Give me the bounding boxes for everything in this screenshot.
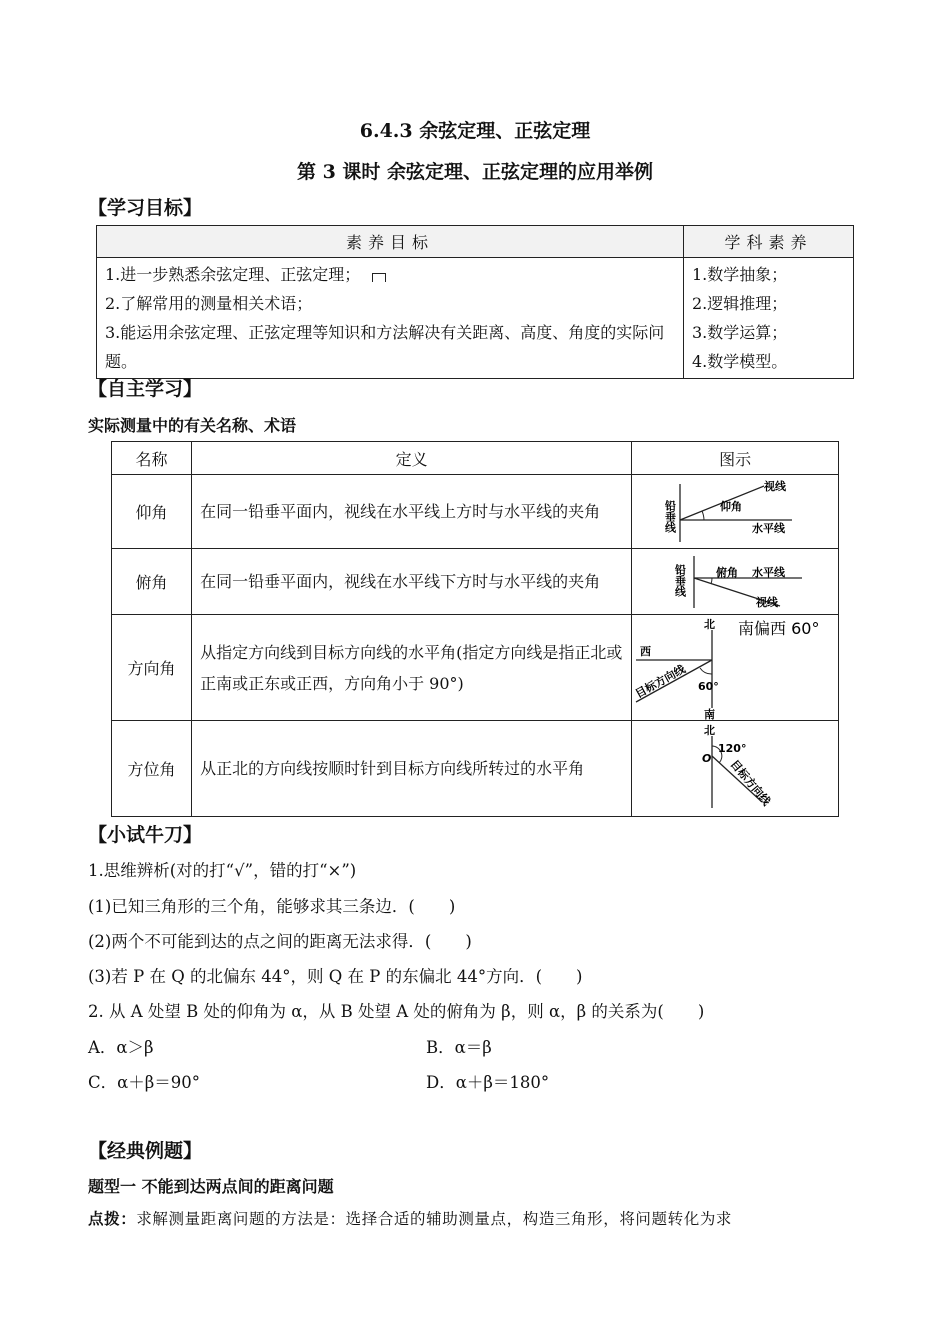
deg120-label: 120°: [718, 741, 747, 755]
term-definition: 在同一铅垂平面内，视线在水平线上方时与水平线的夹角: [192, 475, 632, 549]
target-line-label: 目标方向线: [727, 757, 774, 808]
literacy-item: 3.数学运算；: [692, 323, 788, 342]
terms-table: [111, 441, 839, 817]
literacy-item: 2.逻辑推理；: [692, 294, 788, 313]
horizontal-label: 水平线: [752, 565, 786, 579]
sight-label: 视线: [756, 595, 779, 609]
tip-paragraph: [88, 1207, 732, 1229]
goal-item: 1.进一步熟悉余弦定理、正弦定理；: [105, 260, 675, 289]
literacy-item: 1.数学抽象；: [692, 265, 788, 284]
literacy-cell: [684, 258, 854, 379]
col-figure-header: 图示: [632, 442, 839, 475]
goals-cell: [97, 258, 684, 379]
elevation-label: 仰角: [720, 499, 743, 513]
plumb-label: 铅垂线: [663, 499, 677, 533]
option-d: D．α＋β＝180°: [426, 1073, 550, 1092]
sight-label: 视线: [764, 479, 787, 493]
depression-label: 俯角: [716, 565, 739, 579]
bearing-figure: [632, 721, 839, 817]
origin-label: O: [702, 751, 712, 765]
goal-item: 2.了解常用的测量相关术语；: [105, 294, 313, 313]
objectives-table: [96, 225, 854, 379]
term-name: 俯角: [112, 549, 192, 615]
quiz-q1-item: (1)已知三角形的三个角，能够求其三条边．( ): [88, 897, 456, 916]
plumb-label: 铅垂线: [673, 563, 687, 597]
south-label: 南: [704, 707, 716, 720]
quiz-q1-item: (2)两个不可能到达的点之间的距离无法求得．( ): [88, 932, 472, 951]
col-name-header: 名称: [112, 442, 192, 475]
option-b: B．α＝β: [426, 1038, 492, 1057]
col-goals-header: 素养目标: [97, 226, 684, 258]
depression-figure: [632, 549, 839, 615]
col-definition-header: 定义: [192, 442, 632, 475]
elevation-figure: [632, 475, 839, 549]
term-definition: 从指定方向线到目标方向线的水平角(指定方向线是指正北或正南或正东或正西，方向角小于 90°): [192, 615, 632, 721]
term-name: 方向角: [112, 615, 192, 721]
term-definition: 从正北的方向线按顺时针到目标方向线所转过的水平角: [192, 721, 632, 817]
example-type-heading: 题型一 不能到达两点间的距离问题: [88, 1177, 334, 1196]
term-name: 方位角: [112, 721, 192, 817]
objectives-heading: 【学习目标】: [88, 197, 203, 219]
term-definition: 在同一铅垂平面内，视线在水平线下方时与水平线的夹角: [192, 549, 632, 615]
quiz-heading: 【小试牛刀】: [88, 824, 203, 846]
horizontal-label: 水平线: [752, 521, 786, 535]
quiz-q1-item: (3)若 P 在 Q 的北偏东 44°，则 Q 在 P 的东偏北 44°方向．( ): [88, 967, 583, 986]
north-label: 北: [704, 723, 716, 737]
quiz-q1-intro: 1.思维辨析(对的打“√”，错的打“×”): [88, 861, 357, 880]
south-west-60-label: 南偏西 60°: [738, 618, 820, 638]
target-line-label: 目标方向线: [633, 662, 688, 701]
term-name: 仰角: [112, 475, 192, 549]
quiz-q2: 2. 从 A 处望 B 处的仰角为 α，从 B 处望 A 处的俯角为 β，则 α，β 的关系为( ): [88, 1002, 705, 1021]
self-study-heading: 【自主学习】: [88, 378, 203, 400]
north-label: 北: [704, 617, 716, 631]
literacy-item: 4.数学模型。: [692, 352, 788, 371]
direction-angle-figure: [632, 615, 839, 721]
tip-label: 点拨：: [88, 1209, 137, 1228]
tip-text: 求解测量距离问题的方法是：选择合适的辅助测量点，构造三角形，将问题转化为求: [136, 1210, 733, 1228]
page-subtitle: 第 3 课时 余弦定理、正弦定理的应用举例: [296, 161, 654, 183]
page-title: 6.4.3 余弦定理、正弦定理: [359, 120, 591, 142]
goal-item: 3.能运用余弦定理、正弦定理等知识和方法解决有关距离、高度、角度的实际问题。: [105, 323, 665, 371]
sixty-label: 60°: [698, 679, 719, 693]
col-literacy-header: 学科素养: [684, 226, 854, 258]
text-cursor-icon: [372, 273, 386, 282]
west-label: 西: [640, 644, 652, 658]
examples-heading: 【经典例题】: [88, 1140, 203, 1162]
option-c: C．α＋β＝90°: [88, 1073, 201, 1092]
terms-subheading: 实际测量中的有关名称、术语: [88, 416, 297, 435]
option-a: A．α＞β: [88, 1038, 154, 1057]
